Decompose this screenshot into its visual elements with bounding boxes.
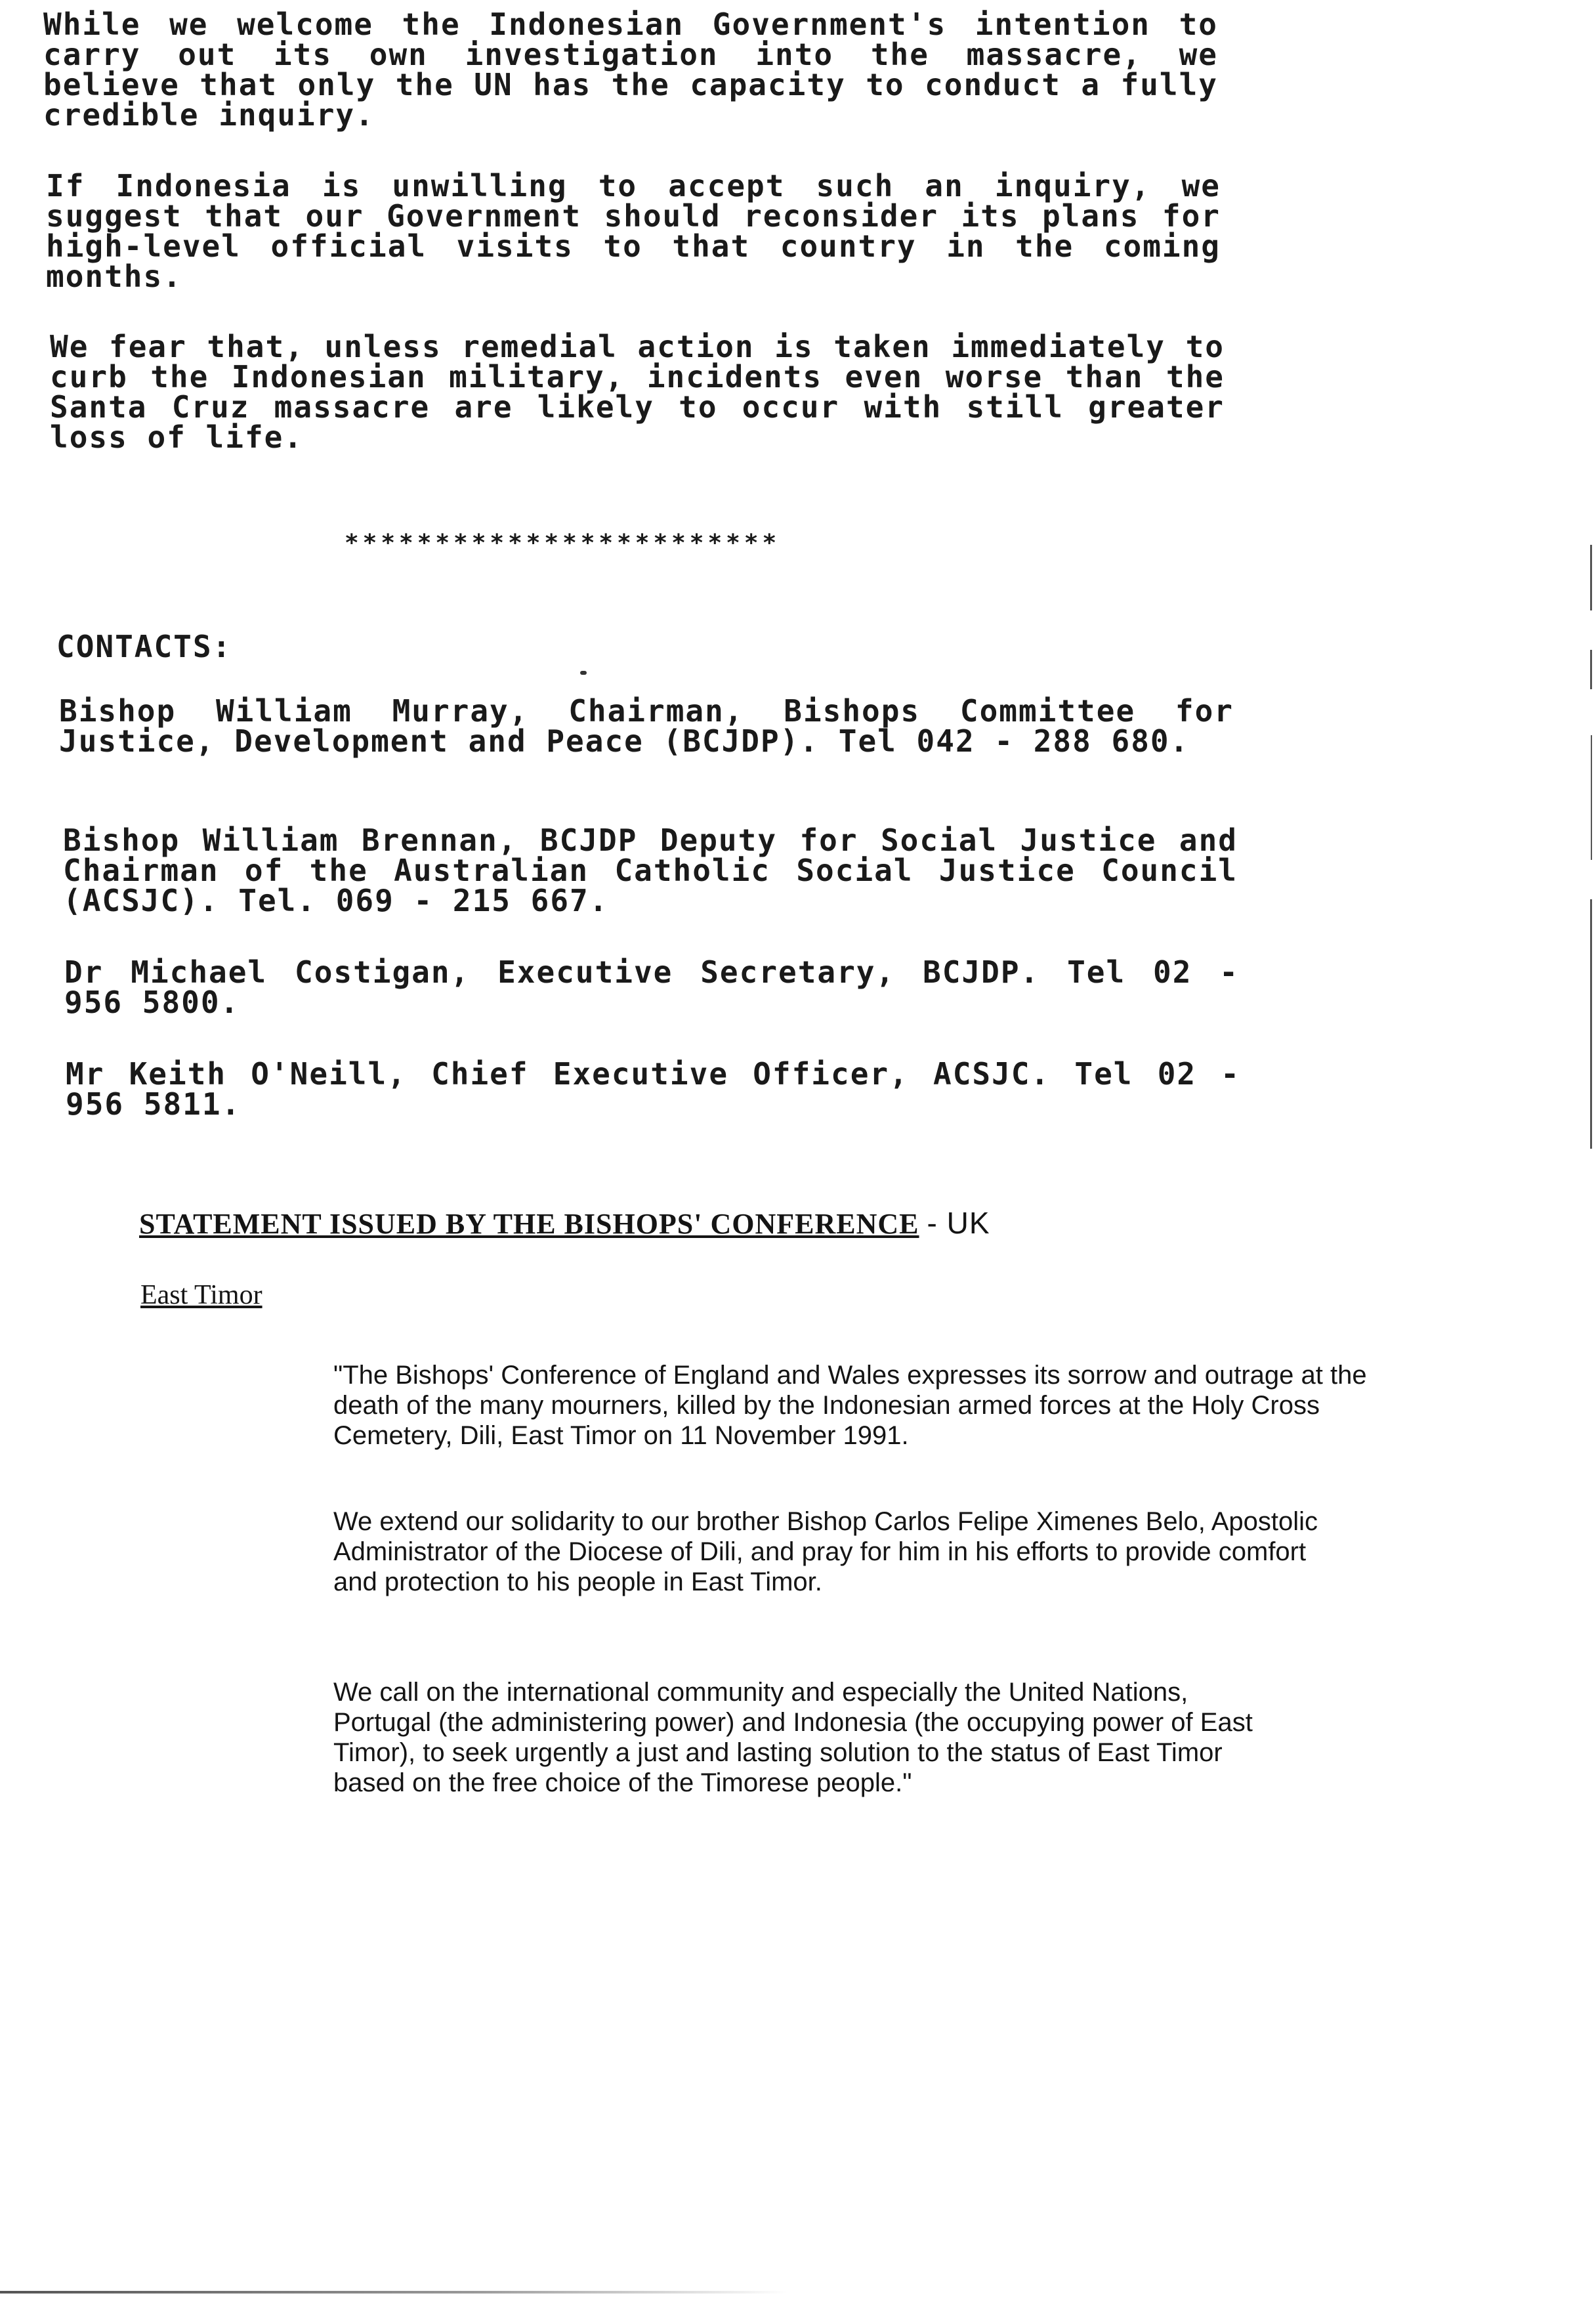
paragraph-remedial-action: We fear that, unless remedial action is taken immediately to curb the Indonesian military, incidents even worse than the Santa Cruz massacre are likely to occur with still greater loss of life. — [50, 329, 1225, 455]
statement-title: STATEMENT ISSUED BY THE BISHOPS' CONFERENCE — [139, 1208, 919, 1240]
scan-mark — [580, 671, 587, 675]
separator: ************************ — [345, 530, 781, 557]
scan-edge-mark — [1590, 650, 1592, 689]
statement-paragraph: We call on the international community and especially the United Nations, Portugal (the administering power) and Indonesia (the occupying power of East Timor), to seek urgently a just and lasting solution to the status of East Timor based on the free choice of the Timorese people." — [333, 1678, 1253, 1797]
scan-edge-mark — [1590, 899, 1592, 1149]
paragraph-reconsider-visits: If Indonesia is unwilling to accept such an inquiry, we suggest that our Government should reconsider its plans for high-level official visits to that country in the coming months. — [46, 168, 1221, 294]
statement-heading — [139, 1208, 990, 1239]
contact-item: Bishop William Murray, Chairman, Bishops Committee for Justice, Development and Peace (BCJDP). Tel 042 - 288 680. — [59, 693, 1234, 759]
statement-title-suffix: - UK — [927, 1206, 990, 1240]
statement-subtitle: East Timor — [140, 1280, 262, 1310]
statement-paragraph: "The Bishops' Conference of England and Wales expresses its sorrow and outrage at the death of the many mourners, killed by the Indonesian armed forces at the Holy Cross Cemetery, Dili, East Timor on 11 November 1991. — [333, 1361, 1367, 1450]
scan-edge-mark — [1591, 735, 1592, 860]
contacts-heading: CONTACTS: — [56, 629, 232, 664]
contact-item: Dr Michael Costigan, Executive Secretary, BCJDP. Tel 02 - 956 5800. — [64, 954, 1239, 1020]
scan-bottom-edge — [0, 2291, 788, 2293]
contact-item: Mr Keith O'Neill, Chief Executive Officer, ACSJC. Tel 02 - 956 5811. — [66, 1056, 1240, 1122]
paragraph-un-inquiry: While we welcome the Indonesian Government's intention to carry out its own investigation into the massacre, we believe that only the UN has the capacity to conduct a fully credible inquiry. — [43, 7, 1218, 133]
scan-edge-mark — [1590, 545, 1592, 610]
contact-item: Bishop William Brennan, BCJDP Deputy for Social Justice and Chairman of the Australian Catholic Social Justice Council (ACSJC). Tel. 069 - 215 667. — [63, 822, 1238, 918]
statement-paragraph: We extend our solidarity to our brother Bishop Carlos Felipe Ximenes Belo, Apostolic Administrator of the Diocese of Dili, and pray for him in his efforts to provide comfort and protection to his people in East Timor. — [333, 1507, 1318, 1596]
